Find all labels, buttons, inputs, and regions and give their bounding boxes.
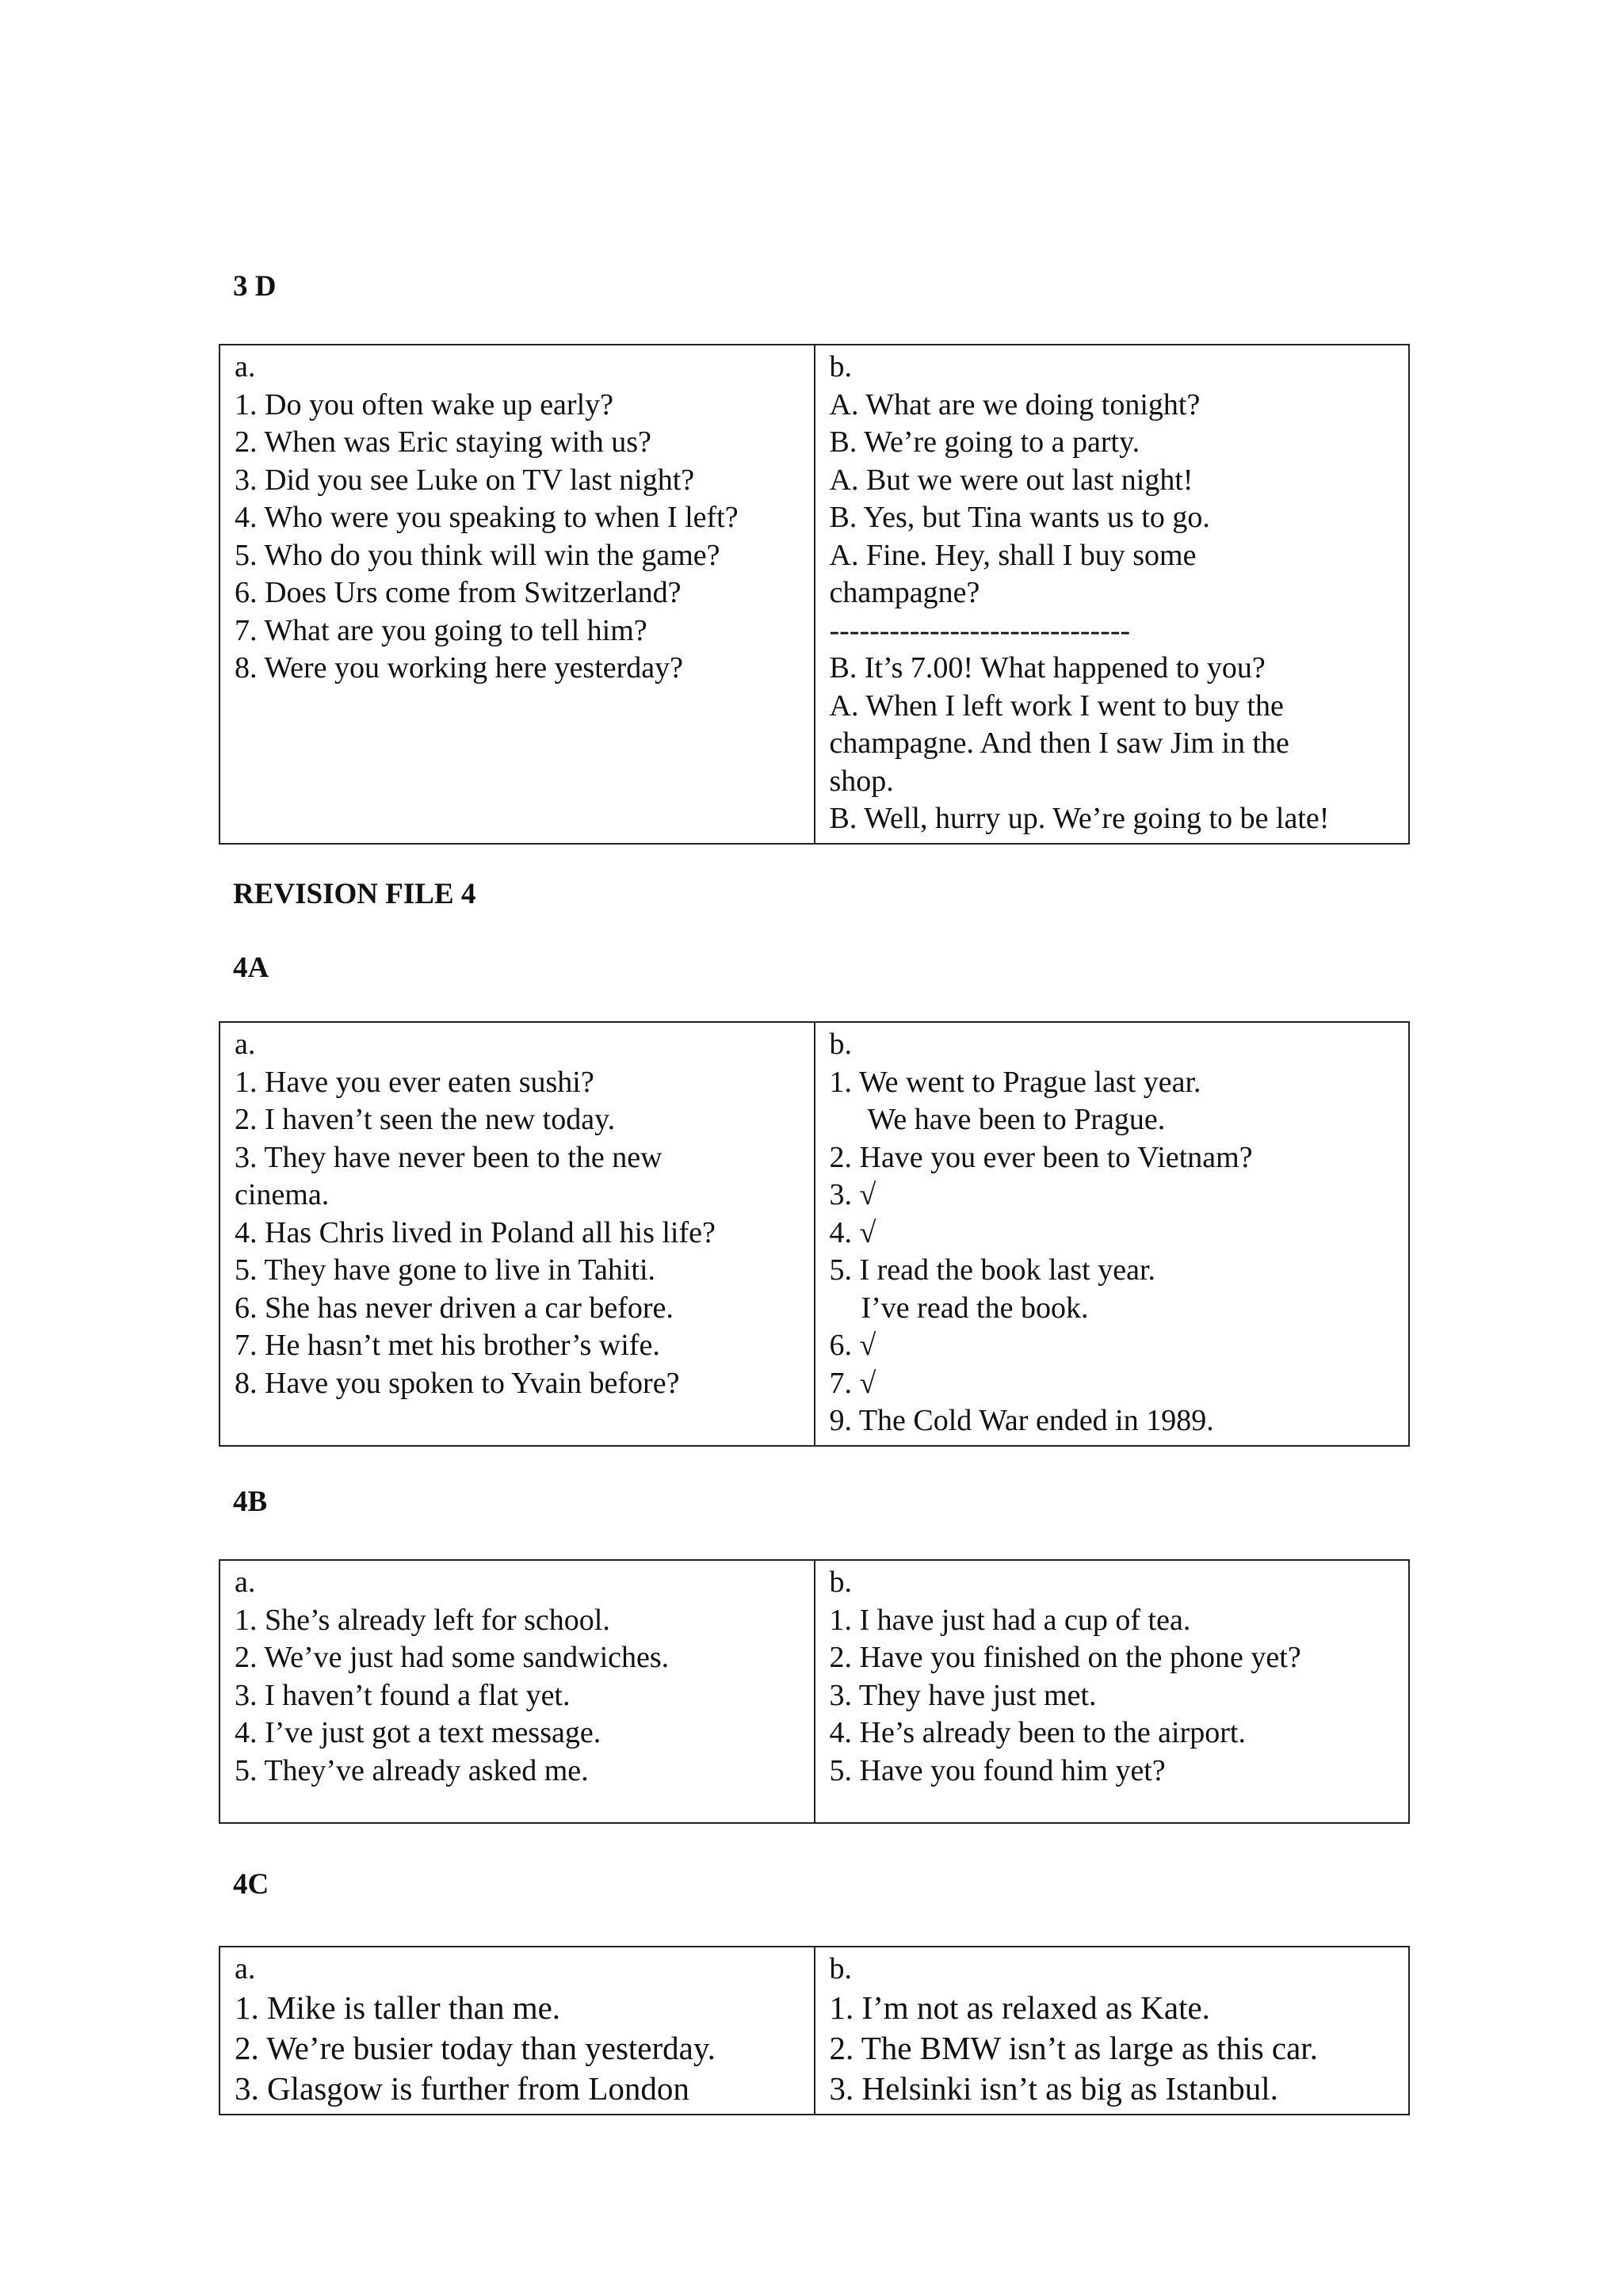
answer-table-4b xyxy=(219,1559,1410,1824)
text-line: 4. I’ve just got a text message. xyxy=(235,1716,601,1749)
text-line: 8. Were you working here yesterday? xyxy=(235,651,684,685)
column-b xyxy=(815,1947,1410,2115)
text-line: 3. Glasgow is further from London xyxy=(235,2070,689,2107)
text-line: 3. I haven’t found a flat yet. xyxy=(235,1678,571,1712)
text-line: 8. Have you spoken to Yvain before? xyxy=(235,1366,680,1400)
answer-table-4c xyxy=(219,1946,1410,2115)
text-line: 3. They have just met. xyxy=(829,1678,1097,1712)
text-line: 4. Who were you speaking to when I left? xyxy=(235,501,739,534)
text-line: 5. I read the book last year. xyxy=(829,1253,1156,1287)
text-line: B. We’re going to a party. xyxy=(829,425,1140,459)
text-line: 1. Have you ever eaten sushi? xyxy=(235,1065,594,1099)
text-line: A. Fine. Hey, shall I buy some xyxy=(829,538,1197,572)
text-line: 4. He’s already been to the airport. xyxy=(829,1716,1246,1749)
text-line: A. But we were out last night! xyxy=(829,463,1193,497)
column-a xyxy=(220,1022,815,1446)
text-line: 6. She has never driven a car before. xyxy=(235,1291,674,1325)
text-line: 9. The Cold War ended in 1989. xyxy=(829,1404,1214,1437)
text-line: 2. When was Eric staying with us? xyxy=(235,425,651,459)
text-line: 2. Have you finished on the phone yet? xyxy=(829,1641,1301,1674)
text-line: 2. Have you ever been to Vietnam? xyxy=(829,1140,1253,1174)
text-line: b. xyxy=(829,1028,852,1061)
text-line: a. xyxy=(235,1028,256,1061)
section-heading-4a: 4A xyxy=(233,952,269,984)
text-line: 5. Who do you think will win the game? xyxy=(235,538,720,572)
text-line: shop. xyxy=(829,764,894,798)
column-a xyxy=(220,1947,815,2115)
column-b xyxy=(815,1022,1410,1446)
revision-title: REVISION FILE 4 xyxy=(233,878,476,910)
section-heading-4c: 4C xyxy=(233,1868,269,1901)
text-line: 2. I haven’t seen the new today. xyxy=(235,1103,616,1136)
text-line: A. When I left work I went to buy the xyxy=(829,688,1284,723)
text-line: 6. √ xyxy=(829,1329,876,1362)
text-line: b. xyxy=(829,1566,852,1599)
text-line: 1. Do you often wake up early? xyxy=(235,387,614,421)
text-line: 1. I’m not as relaxed as Kate. xyxy=(829,1989,1210,2026)
text-line: B. Yes, but Tina wants us to go. xyxy=(829,501,1210,534)
text-line: 1. We went to Prague last year. xyxy=(829,1065,1201,1099)
text-line: a. xyxy=(235,350,256,383)
text-line: 6. Does Urs come from Switzerland? xyxy=(235,576,682,609)
text-line: 5. They have gone to live in Tahiti. xyxy=(235,1253,655,1287)
section-heading-4b: 4B xyxy=(233,1486,268,1518)
text-line: 2. The BMW isn’t as large as this car. xyxy=(829,2030,1318,2066)
text-line: B. Well, hurry up. We’re going to be late! xyxy=(829,802,1330,835)
text-line: a. xyxy=(235,1566,256,1599)
text-line: 5. They’ve already asked me. xyxy=(235,1753,589,1787)
text-line: cinema. xyxy=(235,1178,330,1211)
text-line: 2. We’ve just had some sandwiches. xyxy=(235,1641,670,1674)
text-line: We have been to Prague. xyxy=(867,1103,1166,1136)
text-line: B. It’s 7.00! What happened to you? xyxy=(829,651,1266,685)
text-line: 3. Helsinki isn’t as big as Istanbul. xyxy=(829,2070,1278,2107)
text-line: b. xyxy=(829,350,852,383)
text-line: 7. He hasn’t met his brother’s wife. xyxy=(235,1329,660,1362)
column-a xyxy=(220,1560,815,1823)
text-line: champagne? xyxy=(829,576,980,609)
answer-table-4a xyxy=(219,1021,1410,1447)
text-line: 7. What are you going to tell him? xyxy=(235,613,647,647)
section-heading-3d: 3 D xyxy=(233,270,277,303)
text-line: b. xyxy=(829,1952,852,1985)
column-b xyxy=(815,1560,1410,1823)
text-line: A. What are we doing tonight? xyxy=(829,387,1201,421)
column-b xyxy=(815,345,1410,844)
text-line: I’ve read the book. xyxy=(861,1291,1089,1325)
text-line: 1. She’s already left for school. xyxy=(235,1603,610,1637)
text-line: 3. Did you see Luke on TV last night? xyxy=(235,463,695,497)
text-line: 5. Have you found him yet? xyxy=(829,1753,1166,1787)
text-line: 1. I have just had a cup of tea. xyxy=(829,1603,1191,1637)
text-line: 3. √ xyxy=(829,1178,876,1211)
text-line: a. xyxy=(235,1952,256,1985)
column-a xyxy=(220,345,815,844)
text-line: 4. Has Chris lived in Poland all his life? xyxy=(235,1215,716,1249)
divider-line: ------------------------------ xyxy=(829,613,1131,647)
text-line: 2. We’re busier today than yesterday. xyxy=(235,2030,716,2066)
answer-table-3d xyxy=(219,344,1410,845)
text-line: 7. √ xyxy=(829,1366,876,1400)
text-line: 3. They have never been to the new xyxy=(235,1140,663,1174)
text-line: champagne. And then I saw Jim in the xyxy=(829,727,1289,760)
text-line: 4. √ xyxy=(829,1215,876,1249)
text-line: 1. Mike is taller than me. xyxy=(235,1989,561,2026)
